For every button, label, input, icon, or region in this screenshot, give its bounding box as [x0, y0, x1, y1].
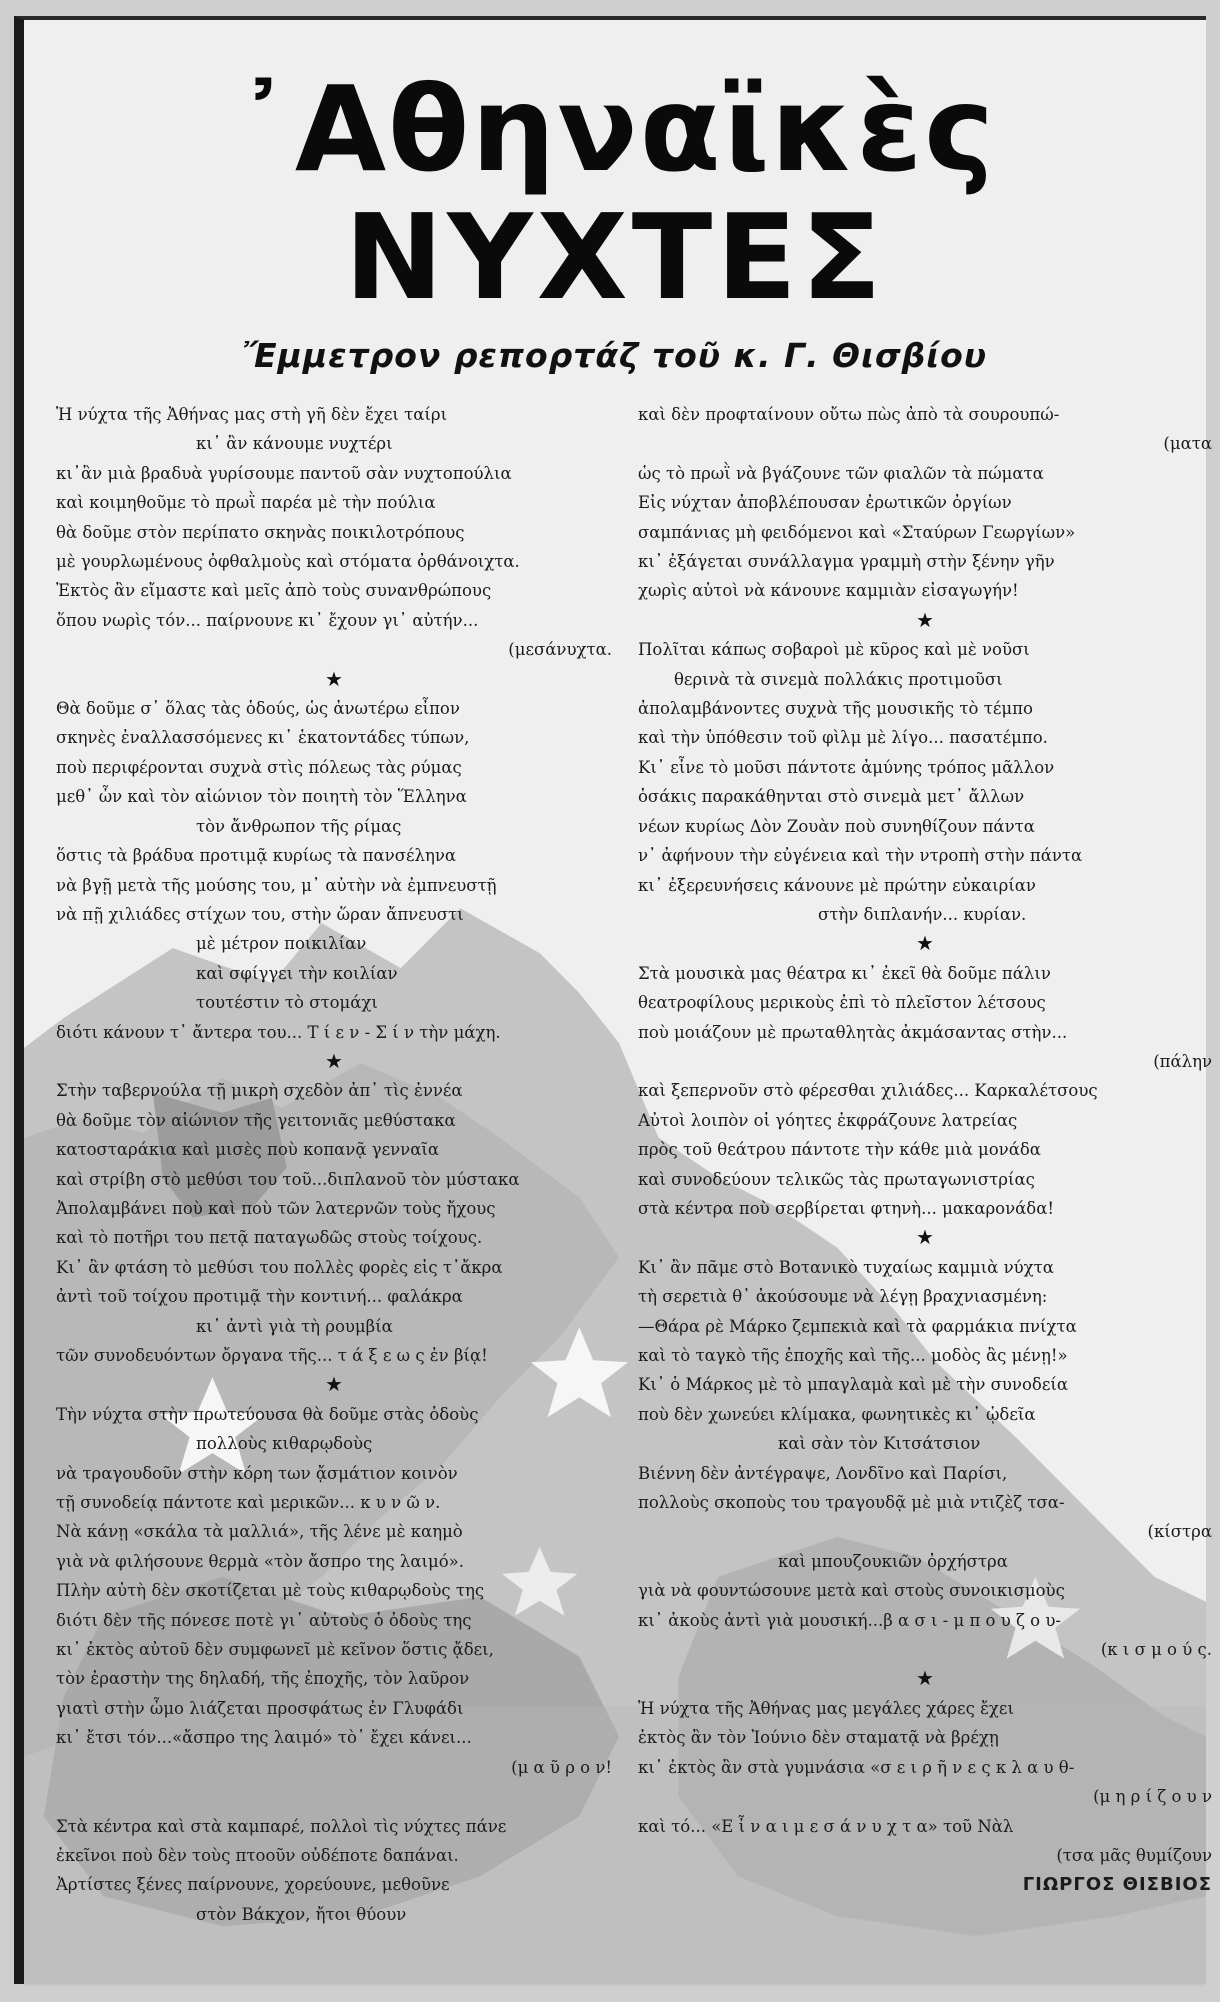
poem-line: Πλὴν αὐτὴ δὲν σκοτίζεται μὲ τοὺς κιθαρῳδοὺς της [56, 1581, 485, 1601]
poem-line: (μ η ρ ί ζ ο υ ν [1093, 1787, 1212, 1807]
poem-line: καὶ τὴν ὑπόθεσιν τοῦ φὶλμ μὲ λίγο... πασατέμπο. [638, 728, 1048, 748]
poem-line: κι᾽ ἐκτὸς ἂν στὰ γυμνάσια «σ ε ι ρ ῆ ν ε ς κ λ α υ θ- [638, 1757, 1075, 1777]
poem-line: ὅπου νωρὶς τόν... παίρνουνε κι᾽ ἔχουν γι᾽ αὐτήν... [56, 610, 479, 630]
poem-line: (κίστρα [1147, 1522, 1212, 1542]
star-separator: ★ [916, 1225, 934, 1250]
poem-line: καὶ τὸ ταγκὸ τῆς ἐποχῆς καὶ τῆς... μοδὸς ἂς μένῃ!» [638, 1346, 1068, 1365]
poem-line: ἀπολαμβάνοντες συχνὰ τῆς μουσικῆς τὸ τέμπο [638, 699, 1033, 719]
poem-line: στὸν Βάκχον, ἤτοι θύουν [196, 1904, 407, 1924]
left-stanza-4 [56, 1400, 612, 1782]
poem-line: ποὺ δὲν χωνεύει κλίμακα, φωνητικὲς κι᾽ ᾠδεῖα [638, 1404, 1036, 1424]
right-stanza-5 [638, 1694, 1212, 1870]
poem-line: Στὴν ταβερνούλα τῇ μικρὴ σχεδὸν ἀπ᾽ τὶς ἐννέα [56, 1081, 463, 1101]
poem-line: (ματα [1163, 434, 1212, 454]
poem-line: Ἡ νύχτα τῆς Ἀθήνας μας στὴ γῆ δὲν ἔχει ταίρι [56, 405, 448, 424]
poem-line: τῶν συνοδευόντων ὄργανα τῆς... τ ά ξ ε ω ς ἐν βίᾳ! [56, 1346, 488, 1365]
poem-line: καὶ τό... «Ε ἶ ν α ι μ ε σ ά ν υ χ τ α» τοῦ Νὰλ [638, 1816, 1014, 1836]
poem-line: καὶ συνοδεύουν τελικῶς τὰς πρωταγωνιστρίας [638, 1169, 1035, 1189]
poem-line: διότι δὲν τῆς πόνεσε ποτὲ γι᾽ αὐτοὺς ὁ ὀδοὺς της [56, 1610, 472, 1630]
poem-line: Πολῖται κάπως σοβαροὶ μὲ κῦρος καὶ μὲ νοῦσι [638, 640, 1030, 660]
poem-line: στὰ κέντρα ποὺ σερβίρεται φτηνὴ... μακαρονάδα! [638, 1198, 1054, 1218]
poem-line: τουτέστιν τὸ στομάχι [196, 993, 378, 1013]
subtitle: Ἔμμετρον ρεπορτάζ τοῦ κ. Γ. Θισβίου [242, 336, 988, 375]
right-stanza-2 [638, 635, 1212, 929]
poem-line: καὶ μπουζουκιῶν ὀρχήστρα [778, 1551, 1008, 1571]
left-column [56, 400, 612, 1929]
left-stanza-1 [56, 400, 612, 665]
poem-line: (μ α ῦ ρ ο ν! [511, 1757, 612, 1777]
poem-line: πολλοὺς κιθαρῳδοὺς [196, 1434, 373, 1454]
poem-line: καὶ ξεπερνοῦν στὸ φέρεσθαι χιλιάδες... Καρκαλέτσους [638, 1081, 1098, 1101]
poem-line: κι᾽ ἐξερευνήσεις κάνουνε μὲ πρώτην εὐκαιρίαν [638, 875, 1036, 895]
poem-line: (τσα μᾶς θυμίζουν [1056, 1845, 1212, 1865]
poem-line: σκηνὲς ἐναλλασσόμενες κι᾽ ἑκατοντάδες τύπων, [56, 728, 470, 748]
poem-line: κι᾽ ἀκοὺς ἀντὶ γιὰ μουσική...β α σ ι - μ π ο υ ζ ο υ- [638, 1610, 1061, 1630]
poem-line: νὰ βγῇ μετὰ τῆς μούσης του, μ᾽ αὐτὴν νὰ ἐμπνευστῇ [56, 875, 497, 895]
poem-line: μὲ μέτρον ποικιλίαν [196, 934, 367, 954]
poem-line: καὶ στρίβη στὸ μεθύσι του τοῦ...διπλανοῦ τὸν μύστακα [56, 1169, 520, 1189]
poem-line: πρὸς τοῦ θεάτρου πάντοτε τὴν κάθε μιὰ μονάδα [638, 1140, 1041, 1160]
star-separator: ★ [325, 666, 343, 691]
poem-line: Ἐκτὸς ἂν εἴμαστε καὶ μεῖς ἀπὸ τοὺς συνανθρώπους [56, 581, 492, 601]
poem-line: ὅστις τὰ βράδυα προτιμᾷ κυρίως τὰ πανσέληνα [56, 846, 457, 866]
poem-line: Ἀπολαμβάνει ποὺ καὶ ποὺ τῶν λατερνῶν τοὺς ἤχους [56, 1198, 496, 1218]
poem-line: (μεσάνυχτα. [508, 640, 612, 660]
poem-line: θὰ δοῦμε τὸν αἰώνιον τῆς γειτονιᾶς μεθύστακα [56, 1110, 456, 1130]
poem-line: κι᾽ ἐκτὸς αὐτοῦ δὲν συμφωνεῖ μὲ κεῖνον ὅστις ᾄδει, [56, 1640, 494, 1660]
poem-line: Κι᾽ ἂν πᾶμε στὸ Βοτανικὸ τυχαίως καμμιὰ νύχτα [638, 1257, 1054, 1277]
poem-line: Τὴν νύχτα στὴν πρωτεύουσα θὰ δοῦμε στὰς ὁδοὺς [56, 1404, 479, 1424]
poem-line: στὴν διπλανήν... κυρίαν. [818, 904, 1027, 924]
poem-line: Θὰ δοῦμε σ᾽ ὅλας τὰς ὁδούς, ὡς ἀνωτέρω εἶπον [56, 699, 460, 719]
poem-line: νέων κυρίως Δὸν Ζουὰν ποὺ συνηθίζουν πάντα [638, 816, 1035, 836]
poem-line: καὶ τὸ ποτῆρι του πετᾷ παταγωδῶς στοὺς τοίχους. [56, 1228, 483, 1248]
poem-line: Ἀρτίστες ξένες παίρνουνε, χορεύουνε, μεθοῦνε [56, 1875, 450, 1895]
poem-line: καὶ δὲν προφταίνουν οὔτω πὼς ἀπὸ τὰ σουρουπώ- [638, 405, 1060, 424]
poem-line: θεατροφίλους μερικοὺς ἐπὶ τὸ πλεῖστον λέτσους [638, 993, 1046, 1013]
poem-line: Στὰ κέντρα καὶ στὰ καμπαρέ, πολλοὶ τὶς νύχτες πάνε [56, 1816, 507, 1836]
star-separator: ★ [916, 931, 934, 956]
poem-line: ν᾽ ἀφήνουν τὴν εὐγένεια καὶ τὴν ντροπὴ στὴν πάντα [638, 846, 1083, 866]
headline-line-1: ᾽Αθηναϊκὲς [233, 60, 997, 198]
poem-line: μεθ᾽ ὧν καὶ τὸν αἰώνιον τὸν ποιητὴ τὸν Ἕλληνα [56, 787, 467, 807]
poem-line: ποὺ περιφέρονται συχνὰ στὶς πόλεως τὰς ρύμας [56, 757, 462, 777]
poem-line: καὶ σφίγγει τὴν κοιλίαν [196, 963, 398, 983]
poem-line: διότι κάνουν τ᾽ ἄντερα του... Τ ί ε ν - Σ ί ν τὴν μάχη. [56, 1022, 501, 1042]
poem-line: ποὺ μοιάζουν μὲ πρωταθλητὰς ἀκμάσαντας στὴν... [638, 1022, 1068, 1042]
poem-line: σαμπάνιας μὴ φειδόμενοι καὶ «Σταύρων Γεωργίων» [638, 522, 1076, 542]
poem-line: Νὰ κάνῃ «σκάλα τὰ μαλλιά», τῆς λένε μὲ καημὸ [56, 1522, 463, 1542]
poem-line: (πάλην [1153, 1051, 1212, 1071]
poem-line: Κι᾽ ὁ Μάρκος μὲ τὸ μπαγλαμὰ καὶ μὲ τὴν συνοδεία [638, 1375, 1068, 1395]
poem-line: μὲ γουρλωμένους ὀφθαλμοὺς καὶ στόματα ὀρθάνοιχτα. [56, 552, 520, 572]
right-stanza-3 [638, 959, 1212, 1224]
poem-line: κι᾽ ἐξάγεται συνάλλαγμα γραμμὴ στὴν ξένην γῆν [638, 552, 1055, 572]
poem-line: τὴ σερετιὰ θ᾽ ἀκούσουμε νὰ λέγῃ βραχνιασμένη: [638, 1287, 1048, 1307]
poem-line: ἐκεῖνοι ποὺ δὲν τοὺς πτοοῦν οὐδέποτε δαπάναι. [56, 1845, 459, 1865]
poem-line: θερινὰ τὰ σινεμὰ πολλάκις προτιμοῦσι [674, 669, 1003, 689]
star-separator: ★ [325, 1372, 343, 1397]
poem-line: ὡς τὸ πρωῒ νὰ βγάζουνε τῶν φιαλῶν τὰ πώματα [638, 463, 1044, 483]
headline-line-2: ΝΥΧΤΕΣ [344, 188, 886, 326]
right-stanza-1 [638, 400, 1212, 606]
poem-line: κι᾽ ἀντὶ γιὰ τὴ ρουμβία [196, 1316, 393, 1336]
poem-line: ὁσάκις παρακάθηνται στὸ σινεμὰ μετ᾽ ἄλλων [638, 787, 1025, 807]
left-stanza-5 [56, 1812, 612, 1930]
poem-line: Βιέννη δὲν ἀντέγραψε, Λονδῖνο καὶ Παρίσι, [638, 1463, 1008, 1483]
newspaper-page [14, 16, 1212, 1984]
poem-line: Αὐτοὶ λοιπὸν οἱ γόητες ἐκφράζουνε λατρείας [638, 1110, 1018, 1130]
poem-line: —Θάρα ρὲ Μάρκο ζεμπεκιὰ καὶ τὰ φαρμάκια πνίχτα [638, 1316, 1077, 1336]
poem-line: χωρὶς αὐτοὶ νὰ κάνουνε καμμιὰν εἰσαγωγήν! [638, 581, 1019, 601]
poem-line: τὸν ἄνθρωπον τῆς ρίμας [196, 816, 402, 836]
right-column [638, 400, 1212, 1900]
poem-line: κι᾽ ἂν κάνουμε νυχτέρι [196, 434, 393, 454]
poem-line: Κι᾽ ἂν φτάση τὸ μεθύσι του πολλὲς φορὲς εἰς τ᾽ἄκρα [56, 1257, 503, 1277]
poem-line: Κι᾽ εἶνε τὸ μοῦσι πάντοτε ἀμύνης τρόπος μᾶλλον [638, 757, 1055, 777]
poem-line: νὰ πῇ χιλιάδες στίχων του, στὴν ὥραν ἄπνευστι [56, 904, 464, 924]
poem-line: πολλοὺς σκοποὺς του τραγουδᾷ μὲ μιὰ ντιζὲζ τσα- [638, 1493, 1065, 1513]
poem-line: Ἡ νύχτα τῆς Ἀθήνας μας μεγάλες χάρες ἔχει [638, 1698, 1014, 1718]
left-stanza-2 [56, 694, 612, 1047]
right-stanza-4 [638, 1253, 1212, 1665]
poem-line: (κ ι σ μ ο ύ ς. [1100, 1640, 1212, 1660]
poem-line: κατοσταράκια καὶ μισὲς ποὺ κοπανᾷ γενναῖα [56, 1140, 439, 1160]
poem-line: κι᾽ ἔτσι τόν...«ἄσπρο της λαιμό» τὸ᾽ ἔχει κάνει... [56, 1728, 472, 1748]
star-separator: ★ [916, 607, 934, 632]
poem-line: ἐκτὸς ἂν τὸν Ἰούνιο δὲν σταματᾷ νὰ βρέχῃ [638, 1728, 999, 1748]
poem-line: Εἰς νύχταν ἀποβλέπουσαν ἐρωτικῶν ὀργίων [638, 493, 1012, 513]
poem-line: τῇ συνοδείᾳ πάντοτε καὶ μερικῶν... κ υ ν ῶ ν. [56, 1493, 441, 1513]
poem-line: γιὰ νὰ φιλήσουνε θερμὰ «τὸν ἄσπρο της λαιμό». [56, 1551, 464, 1571]
star-separator: ★ [916, 1666, 934, 1691]
left-stanza-3 [56, 1076, 612, 1370]
poem-line: θὰ δοῦμε στὸν περίπατο σκηνὰς ποικιλοτρόπους [56, 522, 465, 542]
poem-line: καὶ κοιμηθοῦμε τὸ πρωῒ παρέα μὲ τὴν πούλια [56, 493, 436, 513]
poem-line: καὶ σὰν τὸν Κιτσάτσιον [778, 1434, 981, 1454]
author-signature: ΓΙΩΡΓΟΣ ΘΙΣΒΙΟΣ [1022, 1874, 1212, 1896]
star-separator: ★ [325, 1048, 343, 1073]
poem-line: κι᾽ἂν μιὰ βραδυὰ γυρίσουμε παντοῦ σὰν νυχτοπούλια [56, 463, 512, 483]
poem-line: τὸν ἐραστὴν της δηλαδή, τῆς ἐποχῆς, τὸν λαῦρον [56, 1669, 470, 1689]
poem-line: ἀντὶ τοῦ τοίχου προτιμᾷ τὴν κοντινή... φαλάκρα [56, 1287, 463, 1307]
poem-line: γιὰ νὰ φουντώσουνε μετὰ καὶ στοὺς συνοικισμοὺς [638, 1581, 1065, 1601]
poem-line: Στὰ μουσικὰ μας θέατρα κι᾽ ἐκεῖ θὰ δοῦμε πάλιν [638, 963, 1051, 983]
poem-line: γιατὶ στὴν ὦμο λιάζεται προσφάτως ἐν Γλυφάδι [56, 1698, 464, 1718]
poem-line: νὰ τραγουδοῦν στὴν κόρη των ᾄσμάτιον κοινὸν [56, 1463, 458, 1483]
